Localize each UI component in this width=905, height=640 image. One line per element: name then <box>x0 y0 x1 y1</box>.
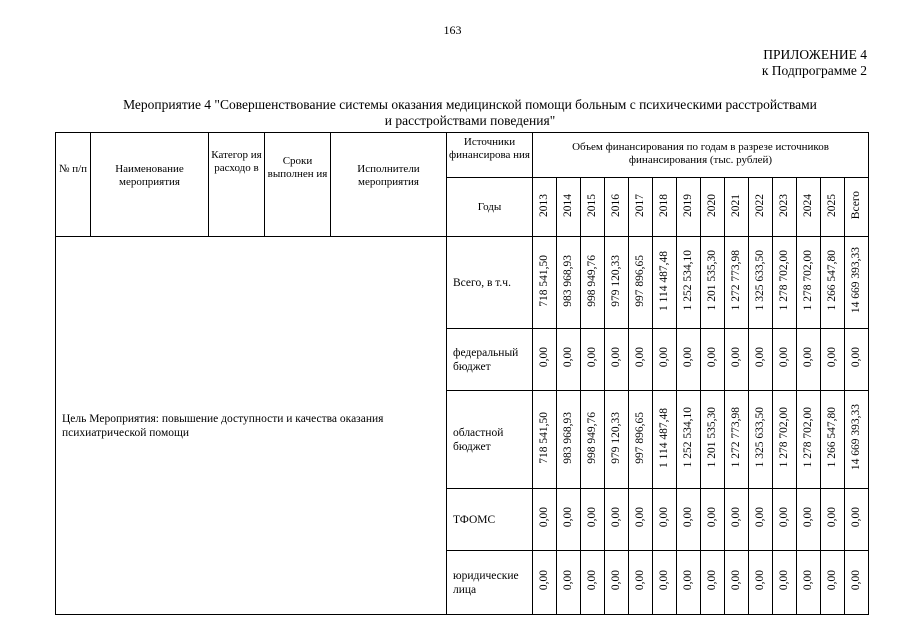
year-label: 2020 <box>706 193 718 217</box>
goal-cell: Цель Мероприятия: повышение доступности и качества оказания психиатрической помощи <box>56 237 447 615</box>
value-cell <box>677 551 701 615</box>
value-text: 1 278 702,00 <box>802 407 814 468</box>
financing-table <box>55 132 869 615</box>
appendix-line1: ПРИЛОЖЕНИЕ 4 <box>763 47 867 62</box>
value-text: 998 949,76 <box>586 254 598 307</box>
value-cell <box>557 391 581 489</box>
value-cell <box>725 551 749 615</box>
value-text: 0,00 <box>850 347 862 368</box>
value-cell <box>725 489 749 551</box>
value-text: 0,00 <box>634 507 646 528</box>
value-text: 1 278 702,00 <box>778 250 790 311</box>
value-cell <box>797 489 821 551</box>
value-cell <box>749 237 773 329</box>
value-cell <box>533 237 557 329</box>
value-text: 1 266 547,80 <box>826 407 838 468</box>
value-cell <box>557 489 581 551</box>
value-cell <box>605 237 629 329</box>
value-text: 0,00 <box>562 507 574 528</box>
value-cell <box>677 489 701 551</box>
value-text: 0,00 <box>754 570 766 591</box>
header-terms: Сроки выполнен ия <box>265 133 331 237</box>
value-cell <box>701 391 725 489</box>
source-cell: федеральный бюджет <box>447 329 533 391</box>
value-cell <box>701 237 725 329</box>
year-header <box>677 178 701 237</box>
value-text: 0,00 <box>538 570 550 591</box>
value-cell <box>773 329 797 391</box>
value-cell <box>581 237 605 329</box>
value-cell <box>773 391 797 489</box>
value-text: 0,00 <box>730 507 742 528</box>
value-text: 1 114 487,48 <box>658 407 670 468</box>
value-text: 0,00 <box>610 347 622 368</box>
value-text: 0,00 <box>730 347 742 368</box>
year-label: 2013 <box>538 193 550 217</box>
value-text: 0,00 <box>850 507 862 528</box>
value-text: 718 541,50 <box>538 254 550 307</box>
year-header <box>797 178 821 237</box>
year-header <box>581 178 605 237</box>
value-text: 998 949,76 <box>586 411 598 464</box>
value-text: 0,00 <box>730 570 742 591</box>
year-label: Всего <box>850 190 862 220</box>
value-text: 0,00 <box>826 570 838 591</box>
value-text: 0,00 <box>682 347 694 368</box>
year-header <box>845 178 869 237</box>
value-cell <box>773 237 797 329</box>
value-cell <box>797 391 821 489</box>
value-text: 0,00 <box>562 347 574 368</box>
value-text: 0,00 <box>826 347 838 368</box>
value-text: 0,00 <box>538 347 550 368</box>
value-cell <box>581 489 605 551</box>
year-header <box>749 178 773 237</box>
value-cell <box>797 237 821 329</box>
value-text: 0,00 <box>706 507 718 528</box>
year-label: 2025 <box>826 193 838 217</box>
value-cell <box>701 489 725 551</box>
year-label: 2018 <box>658 193 670 217</box>
value-cell <box>797 551 821 615</box>
header-category: Категор ия расходо в <box>209 133 265 237</box>
value-text: 1 252 534,10 <box>682 407 694 468</box>
value-cell <box>653 237 677 329</box>
value-text: 997 896,65 <box>634 254 646 307</box>
value-text: 0,00 <box>634 570 646 591</box>
value-cell <box>773 551 797 615</box>
year-label: 2021 <box>730 193 742 217</box>
value-cell <box>629 489 653 551</box>
year-header <box>821 178 845 237</box>
value-cell <box>677 237 701 329</box>
header-num: № п/п <box>56 133 91 237</box>
year-header <box>629 178 653 237</box>
value-cell <box>845 329 869 391</box>
value-text: 0,00 <box>610 570 622 591</box>
value-cell <box>725 237 749 329</box>
value-cell <box>701 329 725 391</box>
value-cell <box>629 329 653 391</box>
source-cell: областной бюджет <box>447 391 533 489</box>
value-text: 979 120,33 <box>610 254 622 307</box>
value-text: 1 114 487,48 <box>658 250 670 311</box>
appendix-header <box>762 47 867 79</box>
value-text: 0,00 <box>778 507 790 528</box>
value-cell <box>533 489 557 551</box>
year-label: 2024 <box>802 193 814 217</box>
value-text: 1 272 773,98 <box>730 407 742 468</box>
source-cell: ТФОМС <box>447 489 533 551</box>
value-cell <box>749 391 773 489</box>
year-header <box>557 178 581 237</box>
value-cell <box>701 551 725 615</box>
value-text: 0,00 <box>826 507 838 528</box>
value-text: 0,00 <box>586 570 598 591</box>
value-text: 983 968,93 <box>562 254 574 307</box>
value-text: 0,00 <box>850 570 862 591</box>
value-cell <box>845 489 869 551</box>
value-text: 997 896,65 <box>634 411 646 464</box>
value-text: 0,00 <box>802 347 814 368</box>
year-label: 2014 <box>562 193 574 217</box>
header-years-label: Годы <box>447 178 533 237</box>
year-label: 2015 <box>586 193 598 217</box>
value-text: 1 325 633,50 <box>754 407 766 468</box>
appendix-line2: к Подпрограмме 2 <box>761 63 867 78</box>
value-cell <box>653 551 677 615</box>
value-cell <box>821 237 845 329</box>
value-text: 0,00 <box>802 570 814 591</box>
value-text: 1 278 702,00 <box>802 250 814 311</box>
year-header <box>533 178 557 237</box>
value-text: 0,00 <box>754 347 766 368</box>
value-text: 0,00 <box>658 570 670 591</box>
value-text: 0,00 <box>706 570 718 591</box>
year-header <box>605 178 629 237</box>
value-cell <box>629 551 653 615</box>
value-text: 0,00 <box>610 507 622 528</box>
value-text: 0,00 <box>802 507 814 528</box>
value-text: 0,00 <box>658 347 670 368</box>
page-number: 163 <box>443 23 462 37</box>
year-label: 2016 <box>610 193 622 217</box>
source-cell: Всего, в т.ч. <box>447 237 533 329</box>
value-cell <box>821 551 845 615</box>
value-text: 718 541,50 <box>538 411 550 464</box>
value-cell <box>533 329 557 391</box>
value-cell <box>653 489 677 551</box>
value-text: 0,00 <box>634 347 646 368</box>
value-cell <box>677 391 701 489</box>
year-header <box>701 178 725 237</box>
value-cell <box>845 391 869 489</box>
value-text: 0,00 <box>538 507 550 528</box>
value-cell <box>845 237 869 329</box>
value-cell <box>749 329 773 391</box>
value-cell <box>557 551 581 615</box>
value-cell <box>749 551 773 615</box>
value-cell <box>677 329 701 391</box>
value-cell <box>581 391 605 489</box>
source-cell: юридические лица <box>447 551 533 615</box>
value-text: 0,00 <box>778 347 790 368</box>
value-text: 0,00 <box>586 347 598 368</box>
value-cell <box>605 391 629 489</box>
value-cell <box>557 237 581 329</box>
year-label: 2023 <box>778 193 790 217</box>
value-text: 0,00 <box>658 507 670 528</box>
value-text: 979 120,33 <box>610 411 622 464</box>
value-text: 1 252 534,10 <box>682 250 694 311</box>
value-text: 1 266 547,80 <box>826 250 838 311</box>
value-cell <box>533 391 557 489</box>
value-text: 0,00 <box>586 507 598 528</box>
header-sources: Источники финансирова ния <box>447 133 533 178</box>
value-cell <box>533 551 557 615</box>
value-text: 0,00 <box>706 347 718 368</box>
value-text: 1 201 535,30 <box>706 250 718 311</box>
value-cell <box>653 391 677 489</box>
year-header <box>773 178 797 237</box>
value-cell <box>605 329 629 391</box>
value-cell <box>821 329 845 391</box>
value-text: 14 669 393,33 <box>850 404 862 471</box>
value-text: 0,00 <box>682 570 694 591</box>
year-header <box>725 178 749 237</box>
value-cell <box>653 329 677 391</box>
header-volume: Объем финансирования по годам в разрезе источников финансирования (тыс. рублей) <box>533 133 869 178</box>
table-row <box>56 237 869 329</box>
value-cell <box>845 551 869 615</box>
header-executors: Исполнители мероприятия <box>331 133 447 237</box>
value-text: 0,00 <box>754 507 766 528</box>
value-text: 0,00 <box>778 570 790 591</box>
value-cell <box>605 489 629 551</box>
value-text: 0,00 <box>682 507 694 528</box>
year-label: 2019 <box>682 193 694 217</box>
value-cell <box>821 391 845 489</box>
value-cell <box>557 329 581 391</box>
value-cell <box>821 489 845 551</box>
value-text: 983 968,93 <box>562 411 574 464</box>
value-cell <box>797 329 821 391</box>
value-cell <box>581 551 605 615</box>
year-label: 2022 <box>754 193 766 217</box>
value-cell <box>605 551 629 615</box>
value-text: 1 201 535,30 <box>706 407 718 468</box>
value-text: 14 669 393,33 <box>850 247 862 314</box>
document-title: Мероприятие 4 "Совершенствование системы оказания медицинской помощи больным с психическими расстройствами и расстройствами поведения" <box>123 97 817 128</box>
value-cell <box>725 329 749 391</box>
value-cell <box>629 391 653 489</box>
value-cell <box>773 489 797 551</box>
value-cell <box>629 237 653 329</box>
year-header <box>653 178 677 237</box>
value-text: 1 278 702,00 <box>778 407 790 468</box>
value-text: 1 325 633,50 <box>754 250 766 311</box>
value-text: 0,00 <box>562 570 574 591</box>
value-cell <box>749 489 773 551</box>
header-name: Наименование мероприятия <box>91 133 209 237</box>
value-cell <box>725 391 749 489</box>
year-label: 2017 <box>634 193 646 217</box>
value-text: 1 272 773,98 <box>730 250 742 311</box>
value-cell <box>581 329 605 391</box>
